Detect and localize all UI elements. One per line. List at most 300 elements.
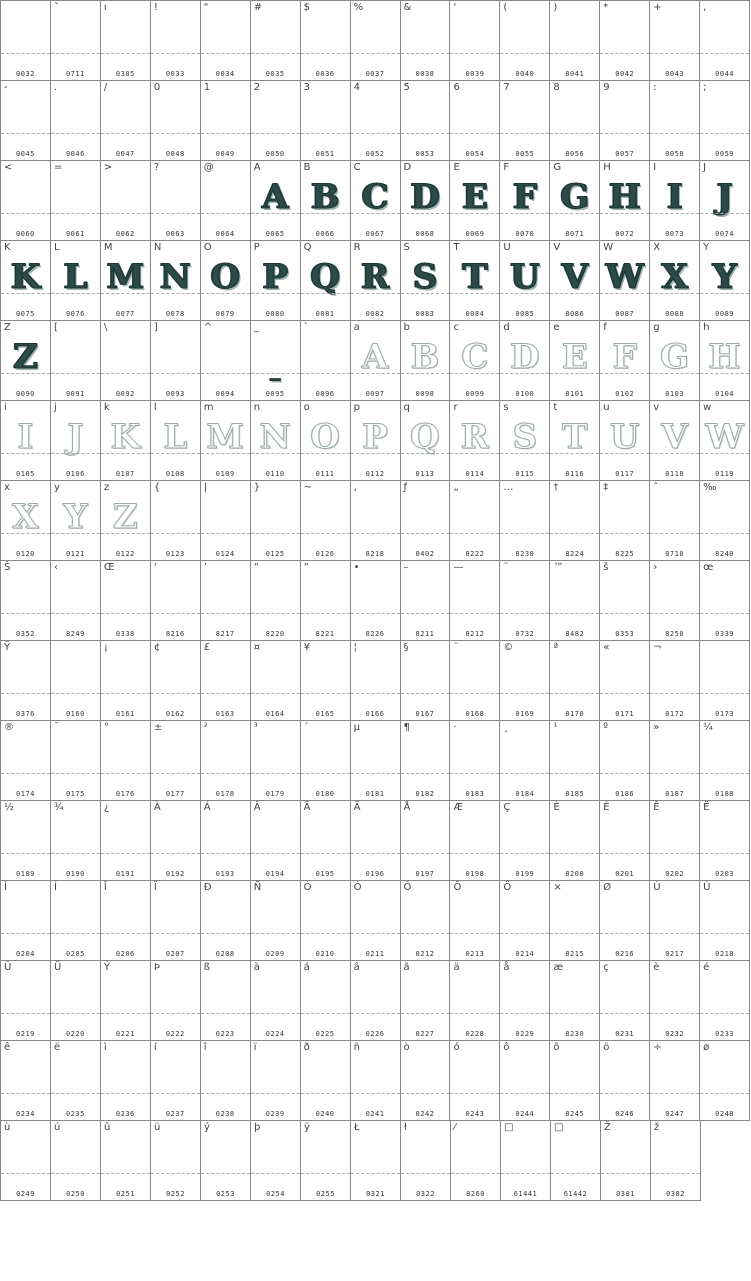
character-code: 0038: [415, 70, 435, 78]
character-label: G: [553, 162, 562, 173]
glyph-cell: [1, 161, 51, 241]
font-glyph-preview: A: [261, 177, 289, 217]
character-code: 0186: [615, 790, 635, 798]
character-label: 0: [153, 82, 161, 93]
font-glyph-preview: _: [270, 357, 281, 381]
character-code: 0173: [715, 710, 735, 718]
character-label: ˇ: [53, 2, 59, 13]
baseline-guide: [301, 533, 350, 534]
baseline-guide: [301, 293, 350, 294]
baseline-guide: [1, 1173, 50, 1174]
font-glyph-preview: A: [361, 337, 389, 377]
character-code: 0091: [65, 390, 85, 398]
character-label: 7: [503, 82, 510, 93]
character-label: ª: [553, 642, 559, 653]
character-code: 0247: [665, 1110, 685, 1118]
character-code: 0108: [165, 470, 185, 478]
character-code: 0232: [665, 1030, 685, 1038]
character-label: ®: [4, 722, 14, 733]
glyph-cell: [450, 1, 500, 81]
character-label: T: [453, 242, 460, 253]
baseline-guide: [151, 1013, 200, 1014]
baseline-guide: [351, 453, 400, 454]
character-code: 0087: [615, 310, 635, 318]
character-code: 0235: [65, 1110, 85, 1118]
glyph-cell: [201, 641, 251, 721]
character-label: 2: [253, 82, 261, 93]
character-code: 0226: [365, 1030, 385, 1038]
baseline-guide: [700, 213, 749, 214]
character-label: à: [253, 962, 260, 973]
character-label: ¬: [653, 642, 662, 653]
character-label: D: [403, 162, 412, 173]
character-code: 8212: [465, 630, 485, 638]
glyph-cell: [650, 81, 700, 161]
font-glyph-preview: P: [362, 417, 388, 457]
baseline-guide: [450, 773, 499, 774]
baseline-guide: [401, 1093, 450, 1094]
character-code: 0228: [465, 1030, 485, 1038]
glyph-cell: [101, 561, 151, 641]
baseline-guide: [201, 453, 250, 454]
character-code: 0114: [465, 470, 485, 478]
character-code: 0203: [715, 870, 735, 878]
baseline-guide: [101, 373, 150, 374]
baseline-guide: [151, 933, 200, 934]
baseline-guide: [351, 693, 400, 694]
character-label: ¤: [253, 642, 261, 653]
character-label: Ç: [503, 802, 511, 813]
character-code: 0059: [715, 150, 735, 158]
character-label: &: [403, 2, 412, 13]
glyph-cell: [301, 801, 351, 881]
glyph-cell: [700, 241, 750, 321]
character-code: 8225: [615, 550, 635, 558]
glyph-cell: [51, 1, 101, 81]
character-label: ù: [4, 1122, 11, 1133]
character-code: 8226: [365, 630, 385, 638]
baseline-guide: [301, 373, 350, 374]
character-label: ¨: [453, 642, 459, 653]
glyph-cell: [151, 881, 201, 961]
character-code: 0089: [715, 310, 735, 318]
glyph-cell: [201, 1, 251, 81]
glyph-row: [1, 881, 750, 961]
baseline-guide: [351, 1093, 400, 1094]
baseline-guide: [151, 453, 200, 454]
character-code: 0187: [665, 790, 685, 798]
glyph-cell: [151, 481, 201, 561]
baseline-guide: [301, 1013, 350, 1014]
baseline-guide: [450, 453, 499, 454]
character-label: ¼: [703, 722, 713, 733]
character-code: 0201: [615, 870, 635, 878]
glyph-cell: [650, 1, 700, 81]
character-label: É: [603, 802, 610, 813]
character-code: 0251: [116, 1190, 135, 1198]
character-label: Ù: [653, 882, 661, 893]
character-code: 0067: [365, 230, 385, 238]
character-label: Ê: [653, 802, 660, 813]
baseline-guide: [201, 613, 250, 614]
font-glyph-preview: L: [163, 417, 188, 457]
baseline-guide: [700, 613, 749, 614]
glyph-cell: [251, 721, 301, 801]
font-glyph-preview: Z: [13, 337, 38, 377]
character-code: 0115: [515, 470, 535, 478]
glyph-cell: [101, 961, 151, 1041]
character-code: 0181: [365, 790, 385, 798]
character-label: ©: [503, 642, 514, 653]
baseline-guide: [251, 1173, 300, 1174]
font-glyph-preview: T: [562, 417, 588, 457]
baseline-guide: [51, 1173, 100, 1174]
glyph-cell: [101, 1121, 151, 1201]
font-glyph-preview: U: [510, 257, 540, 297]
character-code: 8230: [515, 550, 535, 558]
baseline-guide: [450, 373, 499, 374]
character-label: –: [403, 562, 409, 573]
glyph-cell: [151, 321, 201, 401]
character-code: 8220: [265, 630, 285, 638]
baseline-guide: [351, 533, 400, 534]
baseline-guide: [600, 693, 649, 694]
glyph-cell: [351, 1041, 401, 1121]
baseline-guide: [51, 613, 100, 614]
baseline-guide: [301, 1173, 350, 1174]
baseline-guide: [1, 133, 50, 134]
character-label: Õ: [453, 882, 462, 893]
glyph-row: [1, 481, 750, 561]
glyph-cell: [1, 321, 51, 401]
character-label: w: [703, 402, 712, 413]
glyph-cell: [500, 801, 550, 881]
character-label: Ò: [303, 882, 312, 893]
baseline-guide: [151, 613, 200, 614]
glyph-cell: [351, 881, 401, 961]
baseline-guide: [51, 1013, 100, 1014]
baseline-guide: [650, 373, 699, 374]
character-label: ¾: [53, 802, 64, 813]
character-code: 0119: [715, 470, 735, 478]
character-code: 0084: [465, 310, 485, 318]
character-code: 0170: [565, 710, 585, 718]
baseline-guide: [700, 453, 749, 454]
font-glyph-preview: N: [259, 417, 291, 457]
character-label: ö: [603, 1042, 610, 1053]
character-code: 0184: [515, 790, 535, 798]
glyph-cell: [1, 561, 51, 641]
glyph-cell: [101, 801, 151, 881]
glyph-cell: [600, 961, 650, 1041]
character-label: u: [603, 402, 610, 413]
character-label: æ: [553, 962, 564, 973]
baseline-guide: [251, 533, 300, 534]
glyph-cell: [51, 801, 101, 881]
baseline-guide: [401, 533, 450, 534]
glyph-cell: [401, 961, 451, 1041]
glyph-cell: [301, 881, 351, 961]
character-label: I: [653, 162, 657, 173]
glyph-row: [1, 641, 750, 721]
baseline-guide: [1, 693, 50, 694]
character-code: 0204: [16, 950, 35, 958]
character-code: 0177: [165, 790, 185, 798]
character-code: 0073: [665, 230, 685, 238]
character-label: ’: [203, 562, 207, 573]
baseline-guide: [151, 853, 200, 854]
glyph-cell: [650, 881, 700, 961]
character-code: 0079: [215, 310, 235, 318]
baseline-guide: [351, 853, 400, 854]
font-glyph-preview: P: [262, 257, 288, 297]
glyph-cell: [201, 881, 251, 961]
character-label: ç: [603, 962, 609, 973]
character-label: ò: [403, 1042, 410, 1053]
character-label: †: [553, 482, 559, 493]
character-code: 0231: [615, 1030, 635, 1038]
glyph-cell: [401, 801, 451, 881]
baseline-guide: [1, 773, 50, 774]
glyph-cell: [251, 81, 301, 161]
glyph-cell: [251, 1121, 301, 1201]
baseline-guide: [650, 933, 699, 934]
character-label: µ: [353, 722, 360, 733]
character-code: 0200: [565, 870, 585, 878]
character-code: 0077: [115, 310, 135, 318]
character-label: Š: [4, 562, 11, 573]
character-code: 0199: [515, 870, 535, 878]
glyph-cell: [401, 481, 451, 561]
character-label: ¥: [303, 642, 310, 653]
character-code: 0241: [365, 1110, 385, 1118]
font-glyph-preview: O: [210, 257, 241, 297]
glyph-cell: [101, 401, 151, 481]
character-code: 0041: [565, 70, 585, 78]
character-label: Â: [253, 802, 261, 813]
glyph-cell: [600, 241, 650, 321]
baseline-guide: [401, 773, 450, 774]
baseline-guide: [251, 1013, 300, 1014]
character-label: þ: [254, 1122, 261, 1133]
character-code: 0053: [415, 150, 435, 158]
character-code: 0043: [665, 70, 685, 78]
character-label: ï: [253, 1042, 257, 1053]
glyph-cell: [401, 881, 451, 961]
character-code: 0069: [465, 230, 485, 238]
character-label: n: [253, 402, 261, 413]
baseline-guide: [650, 53, 699, 54]
character-code: 61441: [513, 1190, 538, 1198]
baseline-guide: [351, 53, 400, 54]
character-code: 0113: [415, 470, 435, 478]
glyph-cell: [301, 161, 351, 241]
baseline-guide: [601, 1173, 650, 1174]
character-label: F: [503, 162, 510, 173]
baseline-guide: [651, 1173, 700, 1174]
character-label: M: [103, 242, 113, 253]
baseline-guide: [51, 853, 100, 854]
glyph-cell: [700, 641, 750, 721]
baseline-guide: [550, 853, 599, 854]
baseline-guide: [151, 213, 200, 214]
character-code: 0249: [16, 1190, 35, 1198]
baseline-guide: [251, 213, 300, 214]
character-label: Ô: [403, 882, 412, 893]
glyph-cell: [500, 1, 550, 81]
character-code: 0206: [115, 950, 135, 958]
character-label: N: [153, 242, 162, 253]
glyph-cell: [251, 481, 301, 561]
character-code: 0051: [315, 150, 335, 158]
font-glyph-preview: F: [512, 177, 537, 217]
character-code: 0121: [65, 550, 85, 558]
glyph-row: [1, 801, 750, 881]
baseline-guide: [600, 453, 649, 454]
character-label: ‘: [153, 562, 157, 573]
glyph-cell: [251, 641, 301, 721]
glyph-cell: [601, 1121, 651, 1201]
baseline-guide: [51, 133, 100, 134]
character-code: 0101: [565, 390, 585, 398]
character-label: +: [653, 2, 662, 13]
character-code: 0085: [515, 310, 535, 318]
glyph-cell: [500, 161, 550, 241]
character-label: s: [503, 402, 509, 413]
glyph-cell: [151, 801, 201, 881]
glyph-cell: [550, 961, 600, 1041]
baseline-guide: [450, 293, 499, 294]
character-code: 0116: [565, 470, 585, 478]
baseline-guide: [51, 533, 100, 534]
glyph-cell: [151, 161, 201, 241]
font-glyph-preview: N: [159, 257, 191, 297]
character-label: ˜: [503, 562, 509, 573]
character-label: ¿: [103, 802, 110, 813]
glyph-cell: [201, 161, 251, 241]
baseline-guide: [251, 933, 300, 934]
glyph-cell: [501, 1121, 551, 1201]
character-label: A: [253, 162, 261, 173]
baseline-guide: [151, 1173, 200, 1174]
character-code: 0169: [515, 710, 535, 718]
glyph-cell: [700, 801, 750, 881]
character-code: 0243: [465, 1110, 485, 1118]
character-code: 0213: [465, 950, 485, 958]
character-label: \: [103, 322, 108, 333]
glyph-cell: [51, 481, 101, 561]
character-label: U: [503, 242, 511, 253]
glyph-cell: [51, 641, 101, 721]
glyph-cell: [151, 1, 201, 81]
character-label: k: [103, 402, 110, 413]
font-glyph-preview: S: [412, 257, 438, 297]
glyph-cell: [650, 161, 700, 241]
character-code: 0081: [315, 310, 335, 318]
character-label: ×: [553, 882, 562, 893]
character-code: 0090: [16, 390, 35, 398]
character-code: 0056: [565, 150, 585, 158]
character-label: $: [303, 2, 310, 13]
glyph-cell: [201, 961, 251, 1041]
baseline-guide: [51, 213, 100, 214]
character-label: š: [603, 562, 609, 573]
baseline-guide: [401, 613, 450, 614]
glyph-cell: [500, 401, 550, 481]
glyph-cell: [351, 721, 401, 801]
character-label: R: [353, 242, 361, 253]
glyph-cell: [251, 1, 301, 81]
baseline-guide: [251, 693, 300, 694]
character-label: Í: [53, 882, 57, 893]
glyph-cell: [700, 161, 750, 241]
glyph-cell: [51, 401, 101, 481]
baseline-guide: [101, 213, 150, 214]
glyph-cell: [101, 321, 151, 401]
baseline-guide: [1, 293, 50, 294]
glyph-cell: [700, 721, 750, 801]
character-code: 0321: [366, 1190, 385, 1198]
baseline-guide: [700, 933, 749, 934]
font-glyph-preview: O: [310, 417, 340, 457]
baseline-guide: [251, 613, 300, 614]
character-code: 0188: [715, 790, 735, 798]
glyph-cell: [51, 321, 101, 401]
font-glyph-preview: L: [63, 257, 88, 297]
glyph-row: [1, 81, 750, 161]
character-label: º: [603, 722, 608, 733]
character-label: !: [153, 2, 158, 13]
character-label: â: [353, 962, 360, 973]
glyph-cell: [401, 721, 451, 801]
character-code: 0209: [265, 950, 285, 958]
character-label: ¡: [103, 642, 108, 653]
character-label: ‚: [353, 482, 357, 493]
glyph-cell: [401, 241, 451, 321]
character-code: 0040: [515, 70, 535, 78]
font-glyph-preview: K: [110, 417, 141, 457]
baseline-guide: [101, 613, 150, 614]
character-label: ñ: [353, 1042, 360, 1053]
character-label: ³: [253, 722, 258, 733]
baseline-guide: [351, 1173, 400, 1174]
glyph-cell: [201, 401, 251, 481]
baseline-guide: [201, 773, 250, 774]
baseline-guide: [600, 533, 649, 534]
character-code: 0057: [615, 150, 635, 158]
character-code: 0167: [415, 710, 435, 718]
glyph-cell: [550, 561, 600, 641]
character-code: 0118: [665, 470, 685, 478]
glyph-row: [1, 161, 750, 241]
character-code: 0230: [565, 1030, 585, 1038]
glyph-cell: [450, 801, 500, 881]
glyph-cell: [101, 241, 151, 321]
character-code: 0240: [315, 1110, 335, 1118]
character-label: g: [653, 322, 660, 333]
glyph-cell: [500, 561, 550, 641]
baseline-guide: [351, 773, 400, 774]
character-label: V: [553, 242, 561, 253]
baseline-guide: [51, 933, 100, 934]
baseline-guide: [201, 133, 250, 134]
glyph-row: [1, 1, 750, 81]
character-code: 0196: [365, 870, 385, 878]
character-label: >: [103, 162, 113, 173]
character-code: 0175: [65, 790, 85, 798]
baseline-guide: [1, 1013, 50, 1014]
character-label: ë: [53, 1042, 61, 1053]
